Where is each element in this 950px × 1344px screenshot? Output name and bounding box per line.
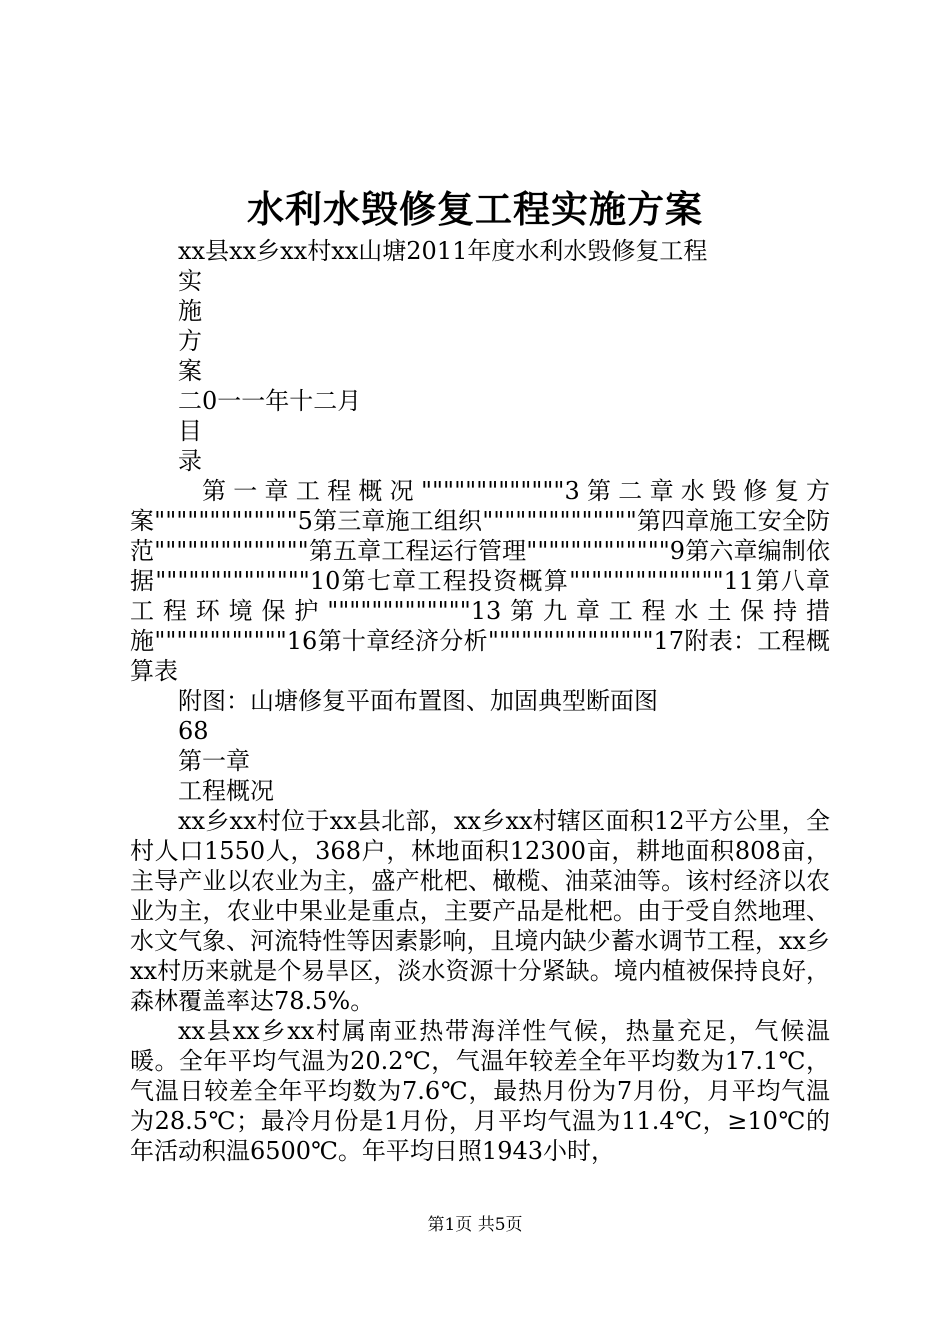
toc-heading-char: 目 xyxy=(178,417,202,445)
date-line: 二0一一年十二月 xyxy=(178,387,362,415)
subtitle-char: 方 xyxy=(178,327,202,355)
body-paragraph: xx乡xx村位于xx县北部，xx乡xx村辖区面积12平方公里，全村人口1550人，368户，林地面积12300亩，耕地面积808亩，主导产业以农业为主，盛产枇杷、橄榄、油菜油等。该村经济以农业为主，农业中果业是重点，主要产品是枇杷。由于受自然地理、水文气象、河流特性等因素影响，且境内缺少蓄水调节工程，xx乡xx村历来就是个易旱区，淡水资源十分紧缺。境内植被保持良好，森林覆盖率达78.5%。 xyxy=(130,807,830,1015)
toc-heading-char: 录 xyxy=(178,447,202,475)
document-title: 水利水毁修复工程实施方案 xyxy=(247,187,703,231)
subtitle-line: xx县xx乡xx村xx山塘2011年度水利水毁修复工程 xyxy=(178,237,708,265)
page-footer: 第1页 共5页 xyxy=(427,1215,523,1235)
subtitle-char: 案 xyxy=(178,357,202,385)
body-paragraph: xx县xx乡xx村属南亚热带海洋性气候，热量充足，气候温暖。全年平均气温为20.2℃，气温年较差全年平均数为17.1℃，气温日较差全年平均数为7.6℃，最热月份为7月份，月平均气温为28.5℃；最冷月份是1月份，月平均气温为11.4℃，≥10℃的年活动积温6500℃。年平均日照1943小时， xyxy=(130,1017,830,1165)
chapter-title: 工程概况 xyxy=(178,777,274,805)
subtitle-char: 实 xyxy=(178,267,202,295)
page-reference: 68 xyxy=(178,717,209,745)
subtitle-char: 施 xyxy=(178,297,202,325)
appendix-line: 附图：山塘修复平面布置图、加固典型断面图 xyxy=(178,687,658,715)
table-of-contents: 第一章工程概况"""""""""""""3第二章水毁修复方案"""""""""""""5第三章施工组织""""""""""""""第四章施工安全防范""""""""""""""第五章工程运行管理"""""""""""""9第六章编制依据""""""""""""""10第七章工程投资概算""""""""""""""11第八章工程环境保护"""""""""""""13第九章工程水土保持措施""""""""""""16第十章经济分析"""""""""""""""17附表：工程概算表 xyxy=(130,477,830,685)
chapter-heading: 第一章 xyxy=(178,747,250,775)
document-body xyxy=(130,236,830,1166)
